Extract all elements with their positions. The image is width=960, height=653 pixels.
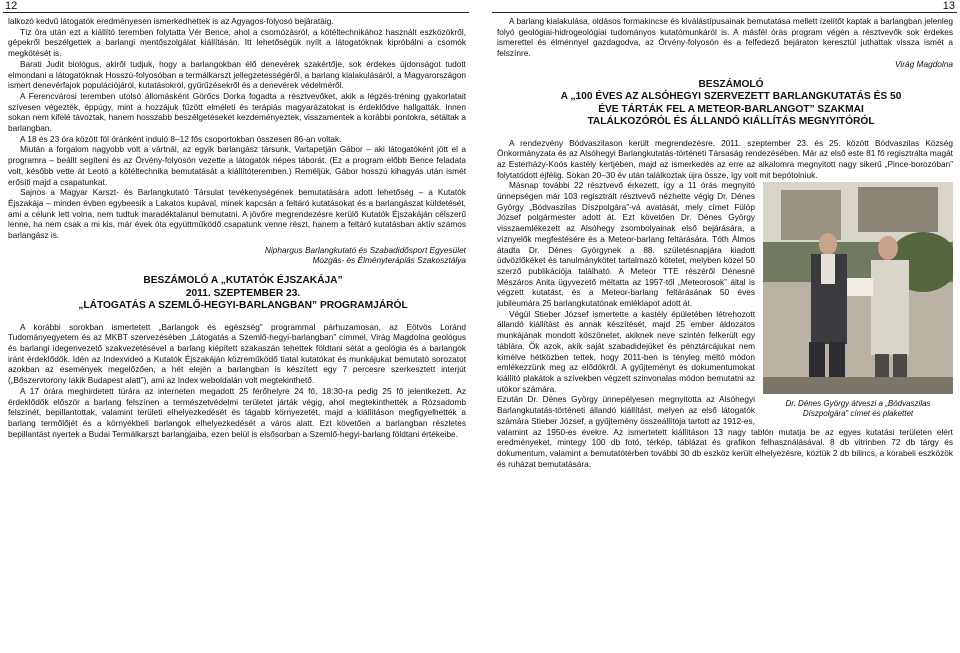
article-heading: A „100 ÉVES AZ ALSÓHEGYI SZERVEZETT BARLANGKUTATÁS ÉS 50 — [560, 91, 902, 103]
article-heading: „LÁTOGATÁS A SZEMLŐ-HEGYI-BARLANGBAN” PROGRAMJÁRÓL — [78, 300, 408, 312]
paragraph: A barlang kialakulása, oldásos formakincse és kiválástípusainak bemutatása mellett ízelítőt kaptak a barlangban jelenleg folyó geológiai-hidrogeológiai tudományos kutatómunkáról is. A másfél órás program végén a résztvevők sok érdekes ismerettel és élménnyel gazdagodva, az Örvény-folyosón és a felfedező bejáraton keresztül juthattak vissza ismét a felszínre. — [497, 16, 953, 59]
left-column — [8, 16, 466, 652]
paragraph: lalkozó kedvű látogatók eredményesen ismerkedhettek is az Agyagos-folyosó bejáratáig. — [8, 16, 334, 26]
author-signature: Virág Magdolna — [895, 58, 953, 69]
article-heading: BESZÁMOLÓ A „KUTATÓK ÉJSZAKÁJA” — [143, 275, 343, 287]
photo-figure — [763, 182, 953, 418]
paragraph: A 17 órára meghirdetett túrára az interneten megadott 25 férőhelyre 24 fő, 18:30-ra pedig 25 fő jelentkezett. Az érdeklődők először a barlang felszínen a természetvédelmi területet járták végig, ahol megtekinthették a Rózsadomb felszínét, bepillantottak, valamint területi elhelyezkedését és tágabb környezetét, majd a kiállításon megfigyelhették a barlang termőlőjét és a környékbeli barlangok elhelyezkedését a város alatt. Ezt követően a barlangban részletes bepillantást nyertek a Budai Termálkarszt barlangjaiba, ezen belül is elsősorban a Szemlő-hegyi-barlang földtani értékeibe. — [8, 385, 466, 439]
signature-line: Mozgás- és Élményterápiás Szakosztálya — [312, 255, 466, 266]
paragraph: Másnap további 22 résztvevő érkezett, így a 11 órás megnyitó ünnepségen már 103 regisztrált résztvevő nézhette végig Dr. Dénes György „Bódvaszilas Díszpolgára”-vá avatását, mely címet Fülöp József polgármester adott át. Ezt követően Dr. Dénes György visszaemlékezett az Alsóhegy zsombolyainak első bejárására, a víznyelők megfestésére és a Meteor-barlang feltárására. Tóth Álmos átadta Dr. Dénes Györgynek a 88. születésnapjára kiadott üdvözlőkéket és tanulmánykötet tartalmazó kötetet, melyben közel 50 szerző publikációja található. A Meteor TTE részéről Dénesné Mészáros Anita ügyvezető méltatta az 1957-től „Meteorosok” által is végzett kutatást, és a Meteor-barlang feltárásának 50 éves jubileumára 25 barlangkutatónak emléklapot adott át. — [497, 180, 755, 309]
paragraph: Barati Judit biológus, akiről tudjuk, hogy a barlangokban élő denevérek szakértője, sok érdekes újdonságot tudott elmondani a látogatóknak Hosszú-folyosóban a termálkarszt jellegzetességéről, a barlang kialakulásáról, a Magyarországon ismert denevérfajok populációjáról, kutatásokról, gyűrűzésekről és a denevérek védelméről. — [8, 58, 466, 91]
paragraph: Sajnos a Magyar Karszt- és Barlangkutató Társulat tevékenységének bemutatására adott lehetőség – a Kutatók Éjszakája – minden évben egybeesik a Lakatos kupával, minek kapcsán a feltáró kutatásokat és a barlangászat küldetését, ami a célunk lett volna, nem tudtuk maradéktalanul bemutatni. A jövőre megrendezésre kerülő Kutatók Éjszakáján célszerű lenne, ha nem csak a mi kis, már évek óta együttműködő csapatunk venne részt, hanem a feltáró kutatásban aktív számos barlangász is. — [8, 187, 466, 241]
paragraph: A 18 és 23 óra között föl óránként induló 8–12 fős csoportokban összesen 86-an voltak. — [20, 133, 342, 144]
header-rule-right — [492, 12, 957, 13]
signature-line: Niphargus Barlangkutató és Szabadidősport Egyesület — [264, 244, 466, 255]
paragraph: A Ferencvárosi teremben utolsó állomásként Görőcs Dorka fogadta a résztvevőket, akik a légzés-tréning gyakorlatait szívesen végezték, éppúgy, mint a hozzájuk fűzött elméleti és terápiás magyarázatokat is érdeklődve hallgatták. Innen sokan nem kifelé távoztak, hanem hosszabb beszélgetéseket kezdeményeztek, visszamentek a korábbi pontokra, sétáltak a barlangban. — [8, 90, 466, 134]
paragraph: A korábbi sorokban ismertetett „Barlangok és egészség” programmal párhuzamosan, az Eötvös Loránd Tudományegyetem és az MKBT szervezésében „Látogatás a Szemlő-hegyi-barlangban” címmel, Virág Magdolna geológus és barlangi idegenvezető szakvezetésével a barlang kiépített szakaszán tehettek földtani sétát a geológia és a barlangok iránt érdeklődők. Idén az Indexvideó a Kutatók Éjszakáján közreműködő tiatal kutatókat és munkájukat bemutató sorozatot azokban az események megelőzően, a hét elején a barlangban is készített egy 7 percesre szerkesztett interjút („Bőszervtorony lakik Budapest alatt”), ami az Index weboldalán volt megtekinthető. — [8, 321, 466, 386]
article-heading: ÉVE TÁRTÁK FEL A METEOR-BARLANGOT” SZAKMAI — [598, 103, 864, 115]
page-number-right: 13 — [942, 0, 955, 12]
article-heading: TALÁLKOZÓRÓL ÉS ÁLLANDÓ KIÁLLÍTÁS MEGNYITÓRÓL — [587, 116, 875, 128]
photo-caption: Dr. Dénes György átveszi a „Bódvaszilas Díszpolgára” címet és plakettet — [785, 399, 931, 418]
article-heading: BESZÁMOLÓ — [698, 78, 764, 90]
page-number-left: 12 — [5, 0, 18, 12]
paragraph: Miután a forgalom nagyobb volt a vártnál, az egyik barlangász társunk, Vartapetján Gábor – aki látogatóként jött el a programra – beállt segíteni és az Örvény-folyosón vezette a látogatók népes táborát. (Ez a program előbb Bence feladata volt, később vette át Leotó a kötéltechnika bemutatását a kiállítóteremben.) Reméljük, Gábor hosszú kihagyás után ismét erősíti majd a csapatunkat. — [8, 144, 466, 187]
ceremony-photo — [763, 182, 953, 394]
paragraph: Ezután Dr. Dénes György ünnepélyesen megnyitotta az Alsóhegyi Barlangkutatás-történeti állandó kiállítást, melyen az első látogatók számára Stieber József, a gyűjtemény összeállítója tartott az 1912-es, valamint az 1950-es évekre. Az ismertetett kiállításon 13 nagy tablón mutatja be az egyes kutatási területen elért eredményeket, mintegy 100 db fotó, térkép, táblázat és grafikon felhasználásával. 8 db vitrinben 72 db tárgy és dokumentum, valamint a bemutatótérben további 30 db eszköz került elhelyezésre, köztük 2 db bilincs, a korabeli eszközök és ruházat bemutatására. — [497, 394, 953, 469]
paragraph: A rendezvény Bódvaszilason került megrendezésre, 2011. szeptember 23. és 25. között Bódvaszilas Község Önkormányzata és az Alsóhegyi Barlangkutatás-történeti Társaság rendezésében. Már az első este 81 fő regisztrálta magát az Esterházy-Koós kastély kertjében, majd az ismerkedés az erre az alkalomra megnyitott nagy sikerű „Pince-borozóban” folytatódott éjfélig. Sokan 20–30 év után találkoztak újra össze, így volt mit bepótolniuk. — [497, 137, 953, 180]
right-column — [497, 16, 953, 652]
header-rule-left — [3, 12, 469, 13]
article-heading: 2011. SZEPTEMBER 23. — [185, 287, 301, 299]
paragraph: Végül Stieber József ismertette a kastély épületében létrehozott állandó kiállítást és annak készítését, majd 25 ember áldozatos munkájának mondott köszönetet, akiknek neve szintén felkerült egy táblára. Ők azok, akik saját szabadidejüket és pénztárcájukat nem kímélve hétközben tettek, hogy 2011-ben is tényleg méltó módon emlékezzünk meg az elődökről. A gyűjteményt és dokumentumokat kiállító plakátok a szívekben végzett szinvonalas módon bemutatni az utókor számára. — [497, 308, 755, 394]
paragraph: Tíz óra után ezt a kiállító teremben folytatta Vér Bence, ahol a csomózásról, a kötéltechnikához használt eszközökről, gépekről beszélgettek a barlangi mentőszolgálat kiállításán. Itt lehetőségük nyílt a látogatóknak kipróbálni a csomók megkötését is. — [8, 26, 466, 59]
